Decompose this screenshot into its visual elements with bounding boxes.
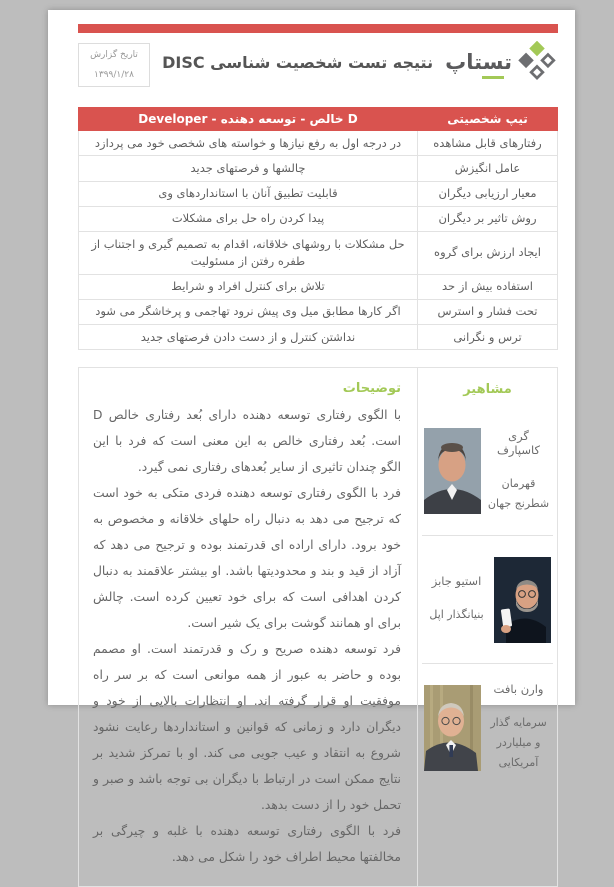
celebrities-section — [417, 368, 557, 886]
row-label: معیار ارزیابی دیگران — [418, 181, 558, 206]
celebrity-description: قهرمان شطرنج جهان — [487, 476, 550, 510]
table-row — [79, 232, 558, 275]
table-row — [79, 274, 558, 299]
row-label: استفاده بیش از حد — [418, 274, 558, 299]
row-label: ایجاد ارزش برای گروه — [418, 232, 558, 275]
row-value: در درجه اول به رفع نیازها و خواسته های شخصی خود می پردازد — [79, 131, 418, 156]
row-value: حل مشکلات با روشهای خلاقانه، اقدام به تصمیم گیری و اجتناب از طفره رفتن از مسئولیت — [79, 232, 418, 275]
table-row — [79, 299, 558, 324]
row-value: پیدا کردن راه حل برای مشکلات — [79, 206, 418, 231]
diamond-cluster-icon — [516, 41, 558, 87]
report-date-box — [78, 43, 150, 87]
celebrity-name: گری کاسپارف — [496, 428, 541, 457]
page-top-accent-bar — [78, 24, 558, 33]
row-value: تلاش برای کنترل افراد و شرایط — [79, 274, 418, 299]
row-value: چالشها و فرصتهای جدید — [79, 156, 418, 181]
row-label: عامل انگیزش — [418, 156, 558, 181]
page-title: نتیجه تست شخصیت شناسی DISC — [162, 53, 434, 72]
celebrity-description: سرمایه گذار و میلیاردر آمریکایی — [490, 716, 547, 770]
celebrity-card — [422, 663, 553, 791]
row-value: قابلیت تطبیق آنان با استانداردهای وی — [79, 181, 418, 206]
row-label: تحت فشار و استرس — [418, 299, 558, 324]
personality-table — [78, 107, 558, 350]
report-date-value: ۱۳۹۹/۱/۲۸ — [94, 70, 134, 80]
explanation-paragraph: فرد با الگوی رفتاری توسعه دهنده فردی متکی به خود است که ترجیح می دهد به دنبال راه حلهای خلاقانه و مخصوص به خود برود. دارای اراده ای قدرتمند بوده و ترجیح می دهد که آزاد از قید و بند و محدودیتها باشد. او بیشتر علاقمند به دنبال کردن اهدافی است که برای خود تعیین کرده است. چالش برای او همانند گوشت برای یک شیر است. — [93, 486, 401, 631]
table-row — [79, 206, 558, 231]
explanation-paragraph: فرد با الگوی رفتاری توسعه دهنده با غلبه و چیرگی بر مخالفتها محیط اطراف خود را شکل می دهد. — [93, 824, 401, 865]
row-value: اگر کارها مطابق میل وی پیش نرود تهاجمی و پرخاشگر می شود — [79, 299, 418, 324]
row-label: روش تاثیر بر دیگران — [418, 206, 558, 231]
steve-jobs-photo — [494, 557, 551, 643]
report-header — [78, 41, 558, 99]
details-container — [78, 367, 558, 887]
personality-type-label: تیپ شخصیتی — [418, 108, 558, 131]
table-row — [79, 325, 558, 350]
table-row — [79, 156, 558, 181]
report-page — [48, 10, 575, 865]
table-row — [79, 181, 558, 206]
warren-buffett-photo — [424, 685, 481, 771]
celebrity-card — [422, 535, 553, 663]
celebrity-description: بنیانگذار اپل — [429, 608, 484, 622]
report-date-label: تاریخ گزارش — [90, 50, 138, 60]
row-label: رفتارهای قابل مشاهده — [418, 131, 558, 156]
explanations-section — [79, 368, 417, 886]
explanation-paragraph: با الگوی رفتاری توسعه دهنده دارای بُعد رفتاری خالص D است. بُعد رفتاری خالص به این معنی است که فرد با این الگو چندان تاثیری از سایر بُعدهای رفتاری نمی گیرد. — [93, 408, 401, 475]
table-row — [79, 131, 558, 156]
brand-name: تستاپ — [445, 50, 512, 79]
garry-kasparov-photo — [424, 428, 481, 514]
brand-underline — [482, 76, 504, 79]
row-label: ترس و نگرانی — [418, 325, 558, 350]
personality-type-value: D خالص - توسعه دهنده - Developer — [79, 108, 418, 131]
row-value: نداشتن کنترل و از دست دادن فرصتهای جدید — [79, 325, 418, 350]
celebrities-heading: مشاهیر — [463, 382, 512, 398]
brand-logo — [445, 41, 558, 87]
celebrity-name: وارن بافت — [493, 682, 544, 697]
celebrity-card — [422, 407, 553, 535]
celebrity-name: استیو جابز — [431, 574, 482, 589]
explanations-heading: توضیحات — [342, 381, 401, 397]
explanation-paragraph: فرد توسعه دهنده صریح و رک و قدرتمند است. او مصمم بوده و حاضر به عبور از همه موانعی است که بر سر راه موفقیت او قرار گرفته اند. او انتظارات بالایی از خود و دیگران دارد و زمانی که قوانین و استانداردها رعایت نشود شروع به انتقاد و عیب جویی می کند. او با تمرکز شدید بر نتایج ممکن است در ارتباط با دیگران بی توجه باشد و صبر و تحمل خود را از دست بدهد. — [93, 642, 401, 813]
table-header-row — [79, 108, 558, 131]
